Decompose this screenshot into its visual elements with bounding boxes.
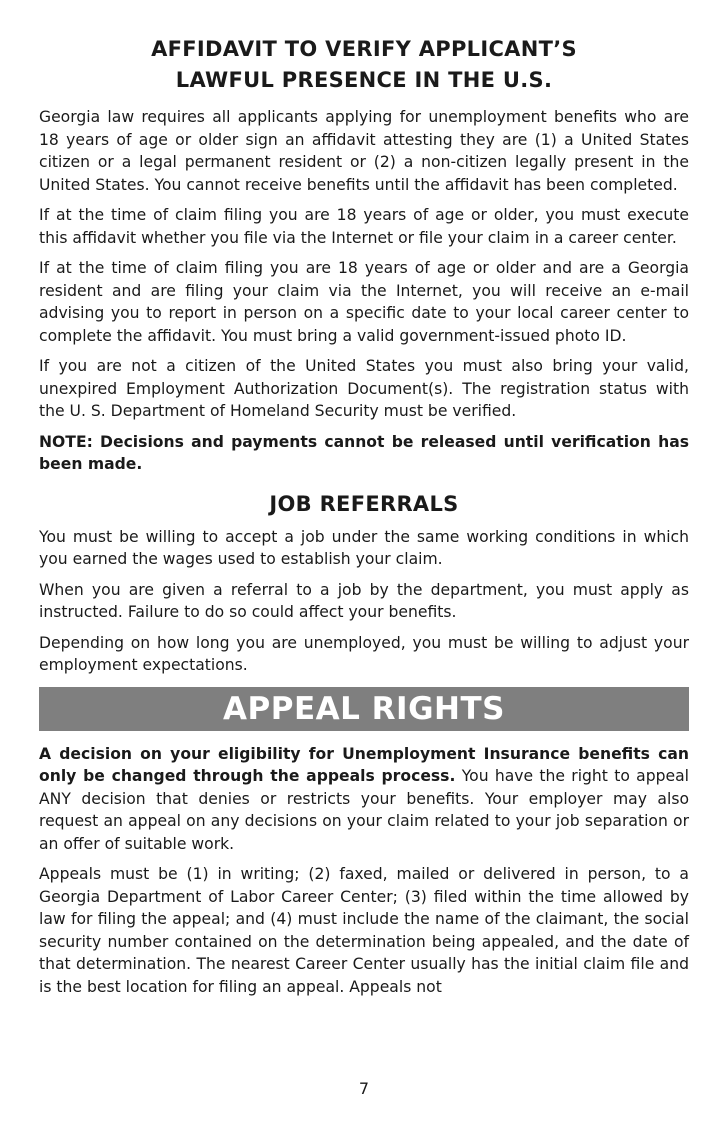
appeal-rights-paragraph-1-rest: You have the right to appeal ANY decision that denies or restricts your benefits. Your employer may also request an appeal on any decisions on your claim related to your job separation or an offer of suitable work. [39, 767, 689, 853]
affidavit-paragraph-2: If at the time of claim filing you are 18 years of age or older, you must execute this affidavit whether you file via the Internet or file your claim in a career center. [39, 206, 689, 247]
job-referrals-heading: JOB REFERRALS [269, 491, 459, 516]
affidavit-heading [39, 34, 689, 96]
page-number: 7 [358, 1079, 370, 1098]
document-page [39, 34, 689, 1006]
job-referrals-paragraph-3: Depending on how long you are unemployed, you must be willing to adjust your employment expectations. [39, 633, 689, 674]
job-referrals-paragraph-1: You must be willing to accept a job under the same working conditions in which you earned the wages used to establish your claim. [39, 527, 689, 568]
appeal-rights-bold-lead: A decision on your eligibility for Unemployment Insurance benefits can only be changed through the appeals process. [39, 744, 689, 785]
appeal-rights-banner: APPEAL RIGHTS [39, 687, 689, 731]
affidavit-note: NOTE: Decisions and payments cannot be released until verification has been made. [39, 432, 689, 473]
affidavit-title-line2: LAWFUL PRESENCE IN THE U.S. [175, 68, 553, 92]
appeal-rights-paragraph-2: Appeals must be (1) in writing; (2) faxed, mailed or delivered in person, to a Georgia Department of Labor Career Center; (3) filed within the time allowed by law for filing the appeal; and (4) must include the name of the claimant, the social security number contained on the determination being appealed, and the date of that determination. The nearest Career Center usually has the initial claim file and is the best location for filing an appeal. Appeals not [39, 865, 689, 996]
affidavit-paragraph-1: Georgia law requires all applicants applying for unemployment benefits who are 18 years of age or older sign an affidavit attesting they are (1) a United States citizen or a legal permanent resident or (2) a non-citizen legally present in the United States. You cannot receive benefits until the affidavit has been completed. [39, 108, 689, 194]
job-referrals-paragraph-2: When you are given a referral to a job by the department, you must apply as instructed. Failure to do so could affect your benefits. [39, 580, 689, 621]
affidavit-title-line1: AFFIDAVIT TO VERIFY APPLICANT’S [151, 37, 577, 61]
affidavit-paragraph-3: If at the time of claim filing you are 18 years of age or older and are a Georgia resident and are filing your claim via the Internet, you will receive an e-mail advising you to report in person on a specific date to your local career center to complete the affidavit. You must bring a valid government-issued photo ID. [39, 259, 689, 345]
appeal-rights-paragraph-1 [39, 743, 689, 856]
affidavit-paragraph-4: If you are not a citizen of the United States you must also bring your valid, unexpired Employment Authorization Document(s). The registration status with the U. S. Department of Homeland Security must be verified. [39, 357, 689, 420]
